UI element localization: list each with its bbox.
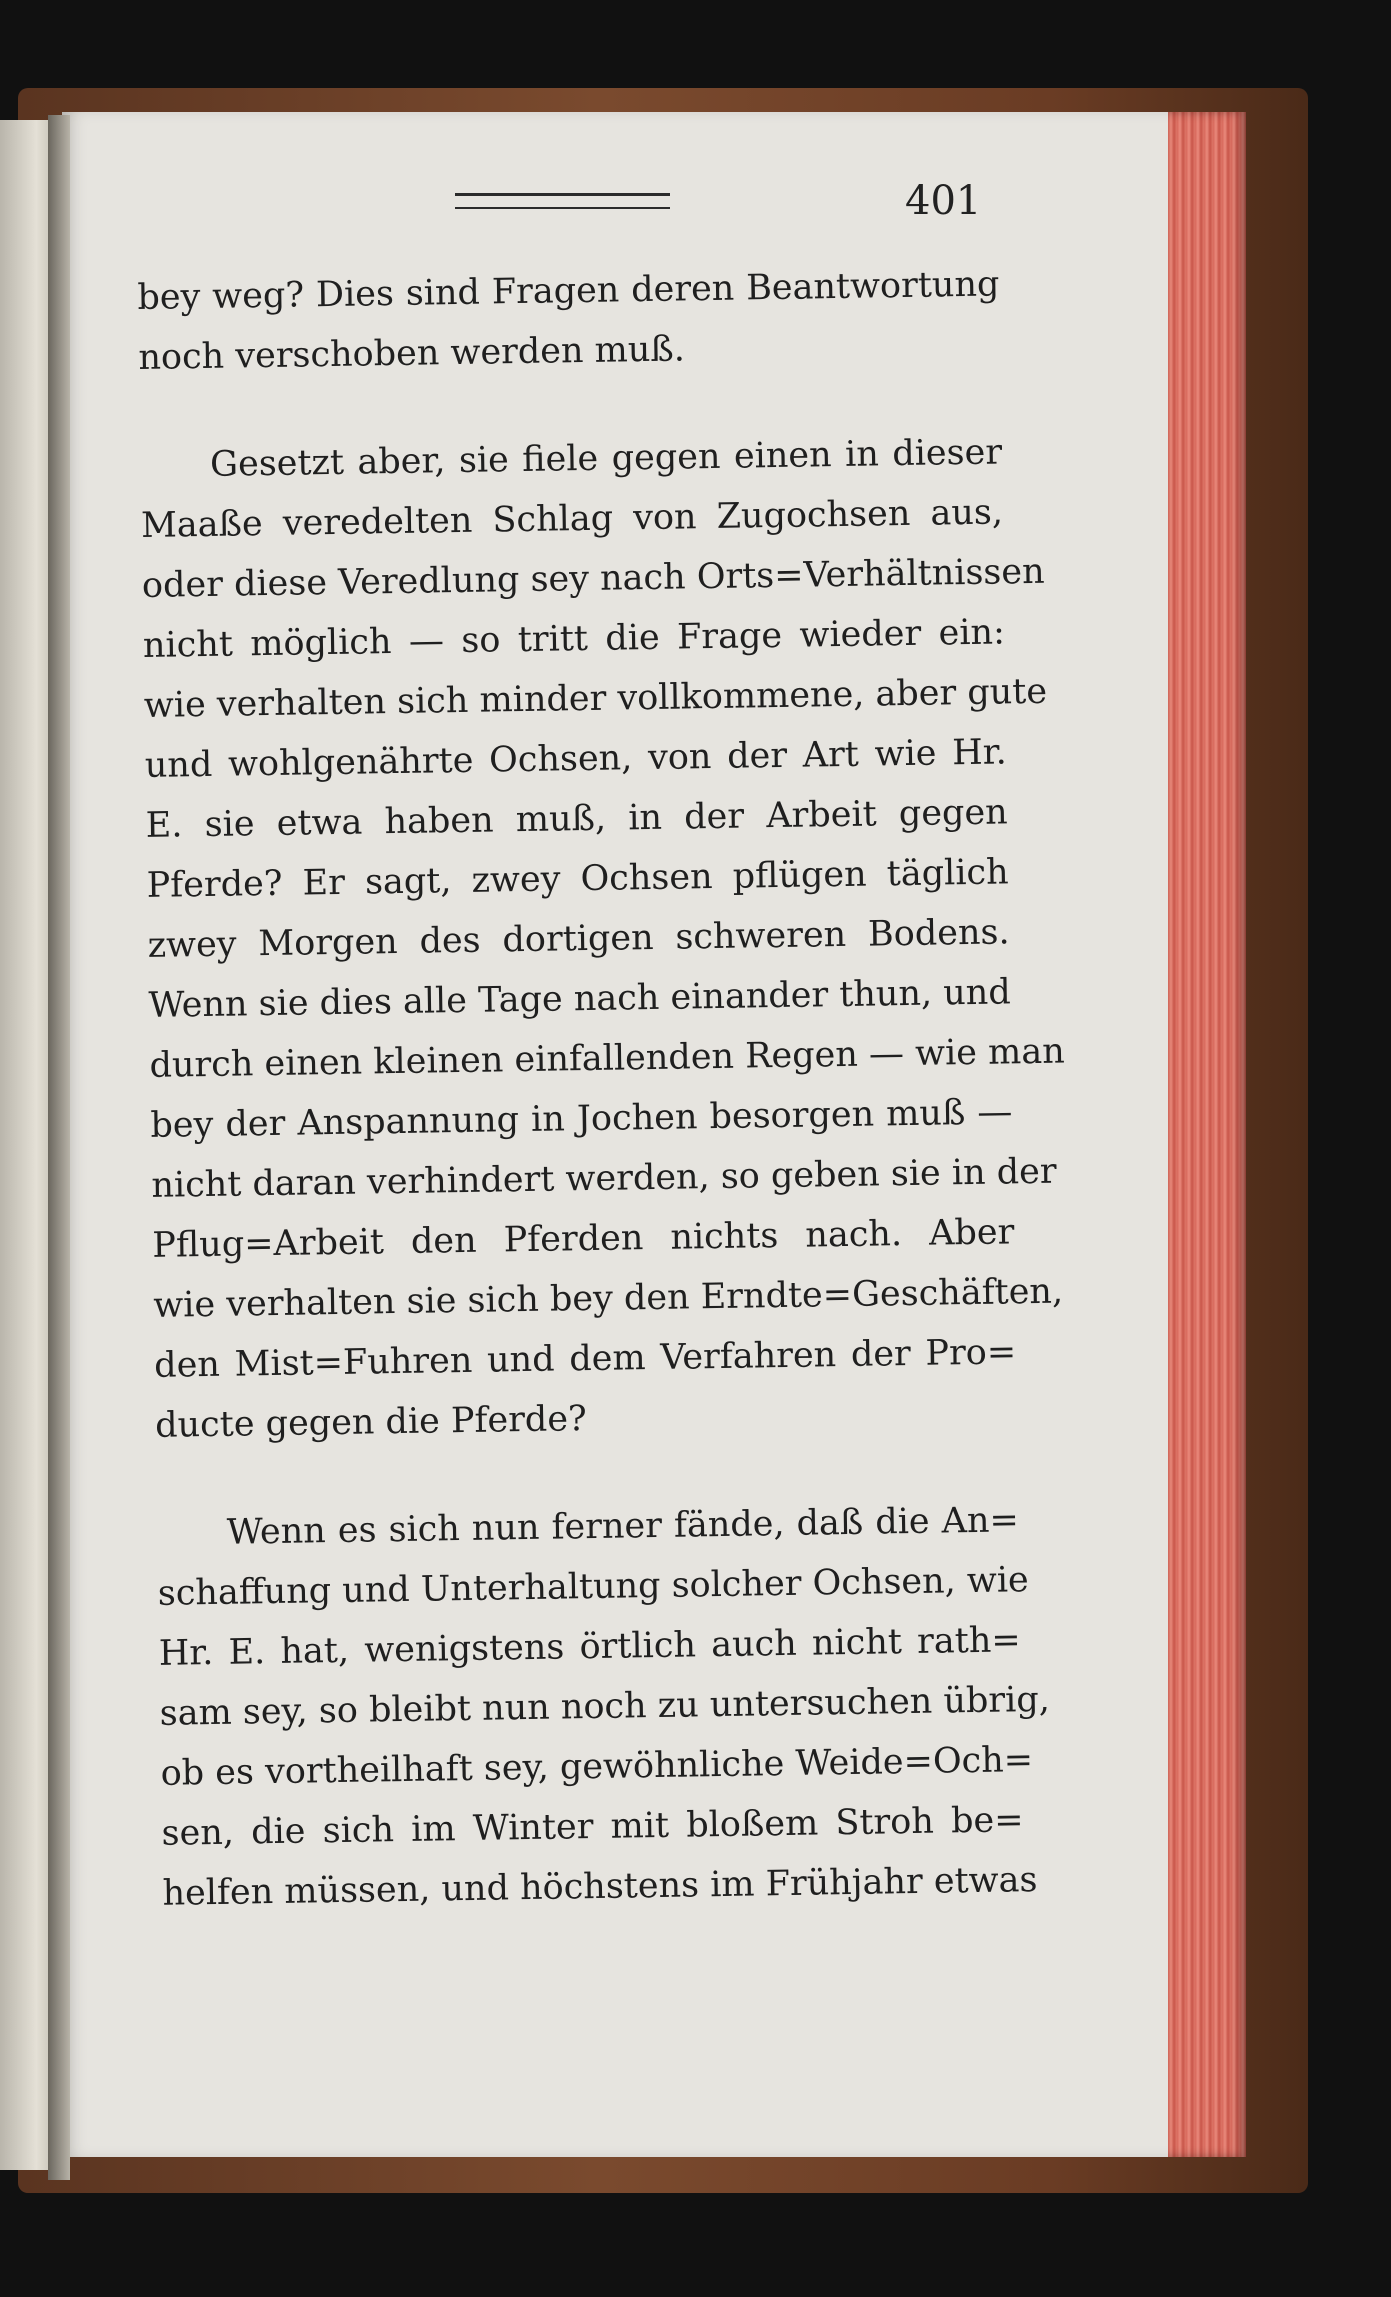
- header-rule: [455, 193, 670, 209]
- text-line: ob es vortheilhaft sey, gewöhnliche Weide=Och=: [160, 1740, 1034, 1794]
- text-line: zwey Morgen des dortigen schweren Bodens.: [147, 912, 1010, 966]
- left-page-edge: [0, 120, 52, 2170]
- text-line: nicht daran verhindert werden, so geben sie in der: [151, 1151, 1057, 1206]
- text-line: wie verhalten sich minder vollkommene, aber gute: [143, 671, 1048, 726]
- text-line: E. sie etwa haben muß, in der Arbeit gegen: [145, 792, 1008, 846]
- text-line: sam sey, so bleibt nun noch zu untersuchen übrig,: [159, 1679, 1051, 1734]
- text-line: schaffung und Unterhaltung solcher Ochsen, wie: [157, 1560, 1030, 1614]
- text-line: sen, die sich im Winter mit bloßem Stroh be=: [161, 1800, 1024, 1854]
- body-text: [137, 254, 1066, 1923]
- text-line: Hr. E. hat, wenigstens örtlich auch nicht rath=: [158, 1620, 1021, 1674]
- text-line: ducte gegen die Pferde?: [154, 1399, 588, 1446]
- text-line: Pferde? Er sagt, zwey Ochsen pflügen täglich: [146, 852, 1009, 906]
- text-line: bey der Anspannung in Jochen besorgen muß —: [150, 1092, 1013, 1146]
- text-line: und wohlgenährte Ochsen, von der Art wie Hr.: [144, 732, 1008, 786]
- text-line: Wenn sie dies alle Tage nach einander thun, und: [148, 972, 1012, 1026]
- text-line: durch einen kleinen einfallenden Regen — wie man: [149, 1031, 1066, 1086]
- text-line: bey weg? Dies sind Fragen deren Beantwortung: [137, 264, 1000, 318]
- text-line: Maaße veredelten Schlag von Zugochsen aus,: [140, 492, 1004, 546]
- text-line: den Mist=Fuhren und dem Verfahren der Pro=: [153, 1332, 1017, 1386]
- red-page-edges: [1168, 112, 1246, 2157]
- page-number: 401: [905, 178, 982, 224]
- text-line: noch verschoben werden muß.: [138, 329, 686, 378]
- paragraph: [140, 422, 1066, 1455]
- text-line: oder diese Veredlung sey nach Orts=Verhältnissen: [141, 551, 1045, 606]
- text-line: Wenn es sich nun ferner fände, daß die An=: [226, 1500, 1020, 1553]
- text-line: Gesetzt aber, sie fiele gegen einen in dieser: [209, 432, 1003, 485]
- text-line: Pflug=Arbeit den Pferden nichts nach. Aber: [152, 1212, 1015, 1266]
- text-line: wie verhalten sie sich bey den Erndte=Geschäften,: [152, 1271, 1064, 1326]
- page-gutter: [48, 115, 70, 2180]
- text-line: helfen müssen, und höchstens im Frühjahr etwas: [162, 1860, 1038, 1914]
- paragraph: [156, 1490, 1051, 1923]
- text-line: nicht möglich — so tritt die Frage wieder ein:: [142, 612, 1006, 666]
- paragraph: [137, 254, 1001, 388]
